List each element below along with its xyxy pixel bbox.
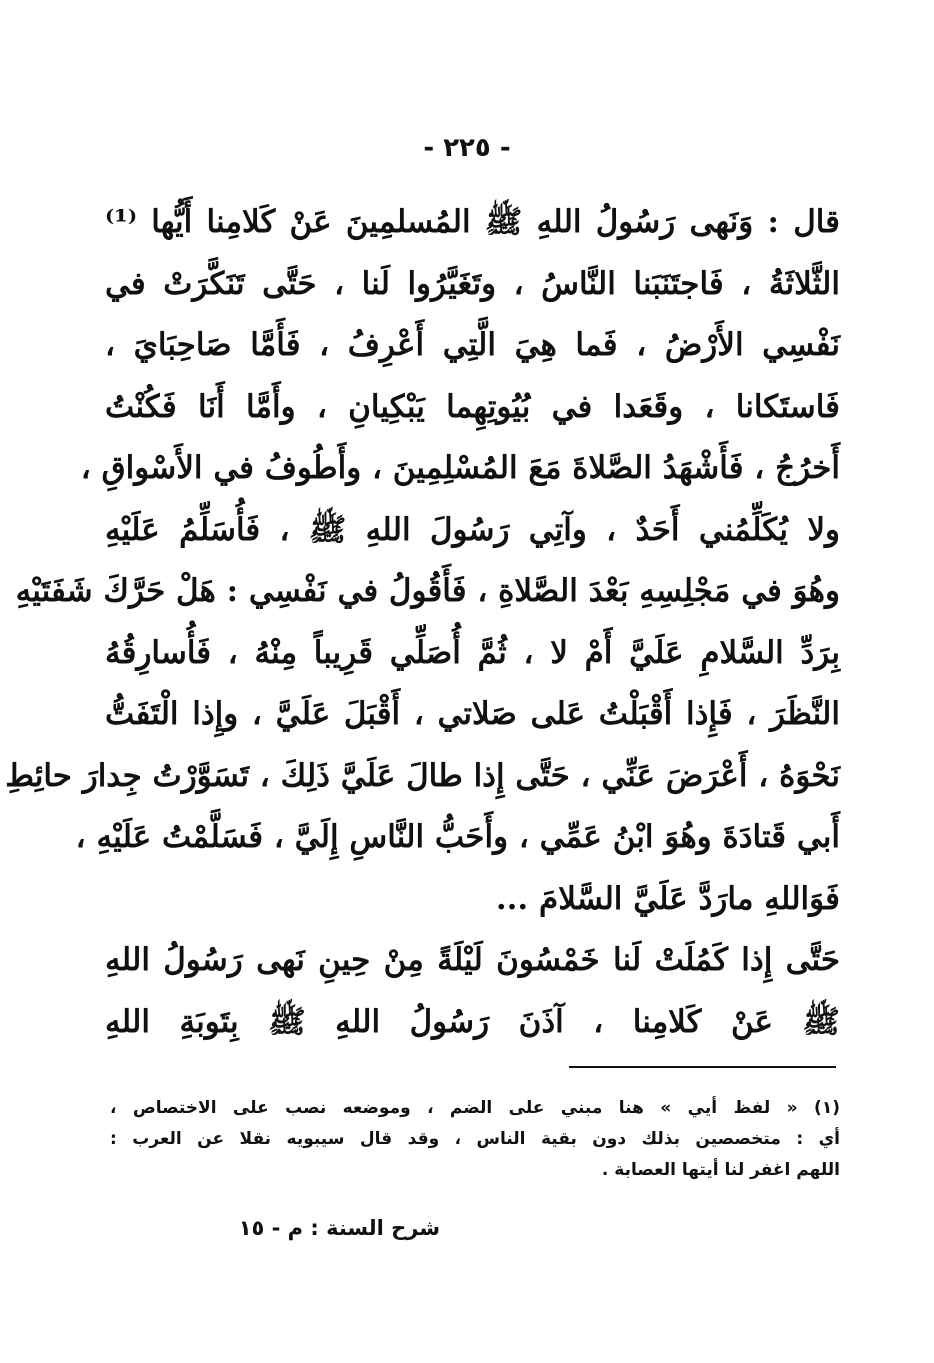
body-line: نَفْسِي الأَرْضُ ، فَما هِيَ الَّتِي أَعْرِفُ ، فَأَمَّا صَاحِبَايَ ،: [105, 327, 840, 363]
footnote-line: اللهم اغفر لنا أيتها العصابة .: [601, 1160, 840, 1180]
body-line: ولا يُكَلِّمُني أَحَدٌ ، وآتِي رَسُولَ اللهِ ﷺ ، فَأُسَلِّمُ عَلَيْهِ: [105, 511, 840, 548]
footnote-line: (١) « لفظ أيي » هنا مبني على الضم ، وموضعه نصب على الاختصاص ،: [110, 1098, 840, 1118]
body-line: وهُوَ في مَجْلِسِهِ بَعْدَ الصَّلاةِ ، فَأَقُولُ في نَفْسِي : هَلْ حَرَّكَ شَفَتَيْهِ: [15, 573, 840, 609]
body-line: فَوَاللهِ مارَدَّ عَلَيَّ السَّلامَ ...: [495, 880, 840, 917]
footnote: [110, 1093, 840, 1186]
body-line: فَاستَكانا ، وقَعَدا في بُيُوتِهِما يَبْكِيانِ ، وأَمَّا أَنَا فَكُنْتُ: [105, 388, 840, 425]
body-line: قال : وَنَهى رَسُولُ اللهِ ﷺ المُسلمِينَ عَنْ كَلامِنا أَيُّها ⁽¹⁾: [105, 204, 840, 240]
body-line: الثَّلاثَةُ ، فَاجتَنَبَنا النَّاسُ ، وتَغَيَّرُوا لَنا ، حَتَّى تَنَكَّرَتْ في: [105, 265, 840, 302]
footnote-line: أي : متخصصين بذلك دون بقية الناس ، وقد قال سيبويه نقلا عن العرب :: [110, 1129, 840, 1149]
body-line: بِرَدِّ السَّلامِ عَلَيَّ أَمْ لا ، ثُمَّ أُصَلِّي قَرِيباً مِنْهُ ، فَأُسارِقُهُ: [105, 634, 840, 671]
page-number: - ٢٢٥ -: [423, 133, 511, 163]
body-text: [5, 192, 840, 1053]
body-line: أَبي قَتادَةَ وهُوَ ابْنُ عَمِّي ، وأَحَبُّ النَّاسِ إِلَيَّ ، فَسَلَّمْتُ عَلَيْهِ ،: [75, 819, 840, 855]
body-line: نَحْوَهُ ، أَعْرَضَ عَنِّي ، حَتَّى إِذا طالَ عَلَيَّ ذَلِكَ ، تَسَوَّرْتُ جِدارَ حائِطِ: [5, 757, 840, 794]
body-line: حَتَّى إِذا كَمُلَتْ لَنا خَمْسُونَ لَيْلَةً مِنْ حِينِ نَهى رَسُولُ اللهِ: [105, 942, 840, 978]
body-line: أَخرُجُ ، فَأَشْهَدُ الصَّلاةَ مَعَ المُسْلِمِينَ ، وأَطُوفُ في الأَسْواقِ ،: [80, 450, 840, 486]
body-line: النَّظَرَ ، فَإِذا أَقْبَلْتُ عَلى صَلاتي ، أَقْبَلَ عَلَيَّ ، وإِذا الْتَفَتُّ: [105, 696, 840, 732]
signature-line: شرح السنة : م - ١٥: [238, 1216, 440, 1240]
footnote-divider: [569, 1066, 836, 1068]
body-line: ﷺ عَنْ كَلامِنا ، آذَنَ رَسُولُ اللهِ ﷺ بِتَوبَةِ اللهِ: [105, 1003, 840, 1040]
